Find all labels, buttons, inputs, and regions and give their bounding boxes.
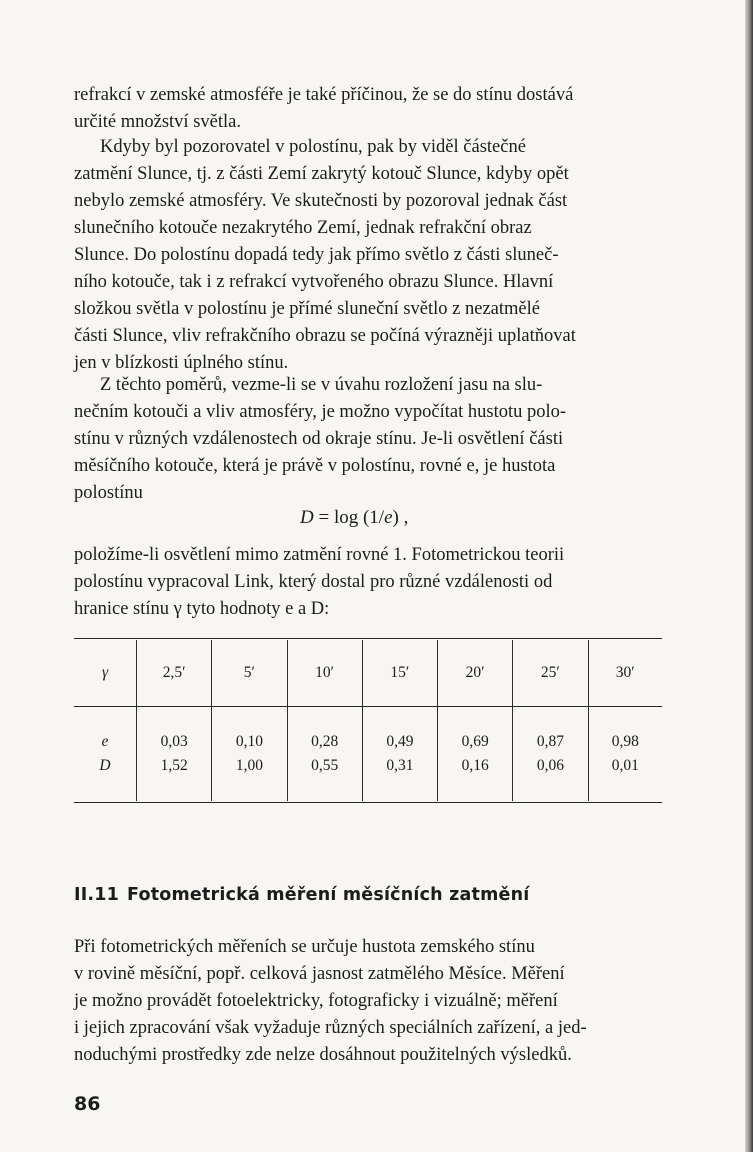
page-number: 86 [74, 1093, 101, 1115]
density-formula [300, 504, 408, 532]
row-symbol-D: D [99, 757, 111, 774]
D-value: 0,01 [611, 757, 639, 774]
D-value: 0,06 [536, 757, 564, 774]
value-cell [212, 707, 287, 802]
formula-rhs-post: ) , [392, 507, 409, 528]
header-cell: 15′ [362, 640, 437, 707]
D-value: 0,31 [386, 757, 414, 774]
paragraph-density-calculation [74, 372, 670, 507]
e-value: 0,49 [386, 733, 414, 750]
section-title: Fotometrická měření měsíčních zatmění [127, 885, 530, 905]
text-line: polostínu [74, 483, 143, 503]
value-cell [287, 707, 362, 802]
text-line: zatmění Slunce, tj. z části Zemí zakrytý kotouč Slunce, kdyby opět [74, 164, 569, 184]
value-cell [137, 707, 212, 802]
e-value: 0,69 [461, 733, 489, 750]
e-value: 0,98 [611, 733, 639, 750]
formula-rhs-pre: log (1/ [333, 507, 385, 528]
value-cell [438, 707, 513, 802]
text-line: složkou světla v polostínu je přímé sluneční světlo z nezatmělé [74, 299, 540, 319]
header-cell: 20′ [438, 640, 513, 707]
text-line: položíme-li osvětlení mimo zatmění rovné 1. Fotometrickou teorii [74, 545, 565, 565]
header-cell: 25′ [513, 640, 588, 707]
D-value: 1,52 [160, 757, 188, 774]
row-symbols-cell [74, 707, 137, 802]
text-line: určité množství světla. [74, 112, 241, 132]
paragraph-link-theory [74, 542, 670, 623]
text-line: v rovině měsíční, popř. celková jasnost zatmělého Měsíce. Měření [74, 964, 565, 984]
header-cell: 2,5′ [137, 640, 212, 707]
text-line: polostínu vypracoval Link, který dostal pro různé vzdálenosti od [74, 572, 553, 592]
text-line: Kdyby byl pozorovatel v polostínu, pak by viděl částečné [100, 137, 526, 157]
text-line: refrakcí v zemské atmosféře je také příčinou, že se do stínu dostává [74, 85, 574, 105]
header-gamma-symbol: γ [101, 664, 109, 681]
value-cell [362, 707, 437, 802]
D-value: 0,55 [311, 757, 339, 774]
table-header-row [74, 640, 662, 707]
formula-rhs-var: e [384, 507, 393, 528]
text-line: stínu v různých vzdálenostech od okraje stínu. Je-li osvětlení části [74, 429, 564, 449]
text-line: noduchými prostředky zde nelze dosáhnout použitelných výsledků. [74, 1045, 572, 1065]
row-symbol-e: e [101, 733, 109, 750]
text-line: je možno provádět fotoelektricky, fotograficky i vizuálně; měření [74, 991, 558, 1011]
e-value: 0,10 [235, 733, 263, 750]
D-value: 1,00 [235, 757, 263, 774]
page-edge-shadow [745, 0, 753, 1152]
text-line: nečním kotouči a vliv atmosféry, je možno vypočítat hustotu polo- [74, 402, 567, 422]
text-line: ního kotouče, tak i z refrakcí vytvořeného obrazu Slunce. Hlavní [74, 272, 554, 292]
formula-equals: = [313, 507, 334, 528]
D-value: 0,16 [461, 757, 489, 774]
text-line: Z těchto poměrů, vezme-li se v úvahu rozložení jasu na slu- [100, 375, 543, 395]
text-line: slunečního kotouče nezakrytého Zemí, jednak refrakční obraz [74, 218, 532, 238]
text-line: měsíčního kotouče, která je právě v polostínu, rovné e, je hustota [74, 456, 556, 476]
text-line: i jejich zpracování však vyžaduje různých speciálních zařízení, a jed- [74, 1018, 587, 1038]
text-line: části Slunce, vliv refrakčního obrazu se počíná výrazněji uplatňovat [74, 326, 576, 346]
text-line: jen v blízkosti úplného stínu. [74, 353, 289, 373]
text-line: Slunce. Do polostínu dopadá tedy jak přímo světlo z části sluneč- [74, 245, 559, 265]
header-cell: 10′ [287, 640, 362, 707]
header-cell: 5′ [212, 640, 287, 707]
formula-lhs: D [300, 507, 314, 528]
text-line: hranice stínu γ tyto hodnoty e a D: [74, 599, 330, 619]
penumbra-density-table [74, 640, 662, 801]
section-number: II.11 [74, 885, 120, 905]
e-value: 0,87 [536, 733, 564, 750]
paragraph-refraction [74, 82, 670, 136]
paragraph-penumbra-observer [74, 134, 670, 377]
value-cell [513, 707, 588, 802]
text-line: nebylo zemské atmosféry. Ve skutečnosti by pozoroval jednak část [74, 191, 568, 211]
header-cell: 30′ [588, 640, 662, 707]
value-cell [588, 707, 662, 802]
table-values-row [74, 707, 662, 802]
section-heading [74, 885, 529, 905]
paragraph-photometric-measurements [74, 934, 670, 1069]
e-value: 0,28 [311, 733, 339, 750]
e-value: 0,03 [160, 733, 188, 750]
text-line: Při fotometrických měřeních se určuje hustota zemského stínu [74, 937, 535, 957]
